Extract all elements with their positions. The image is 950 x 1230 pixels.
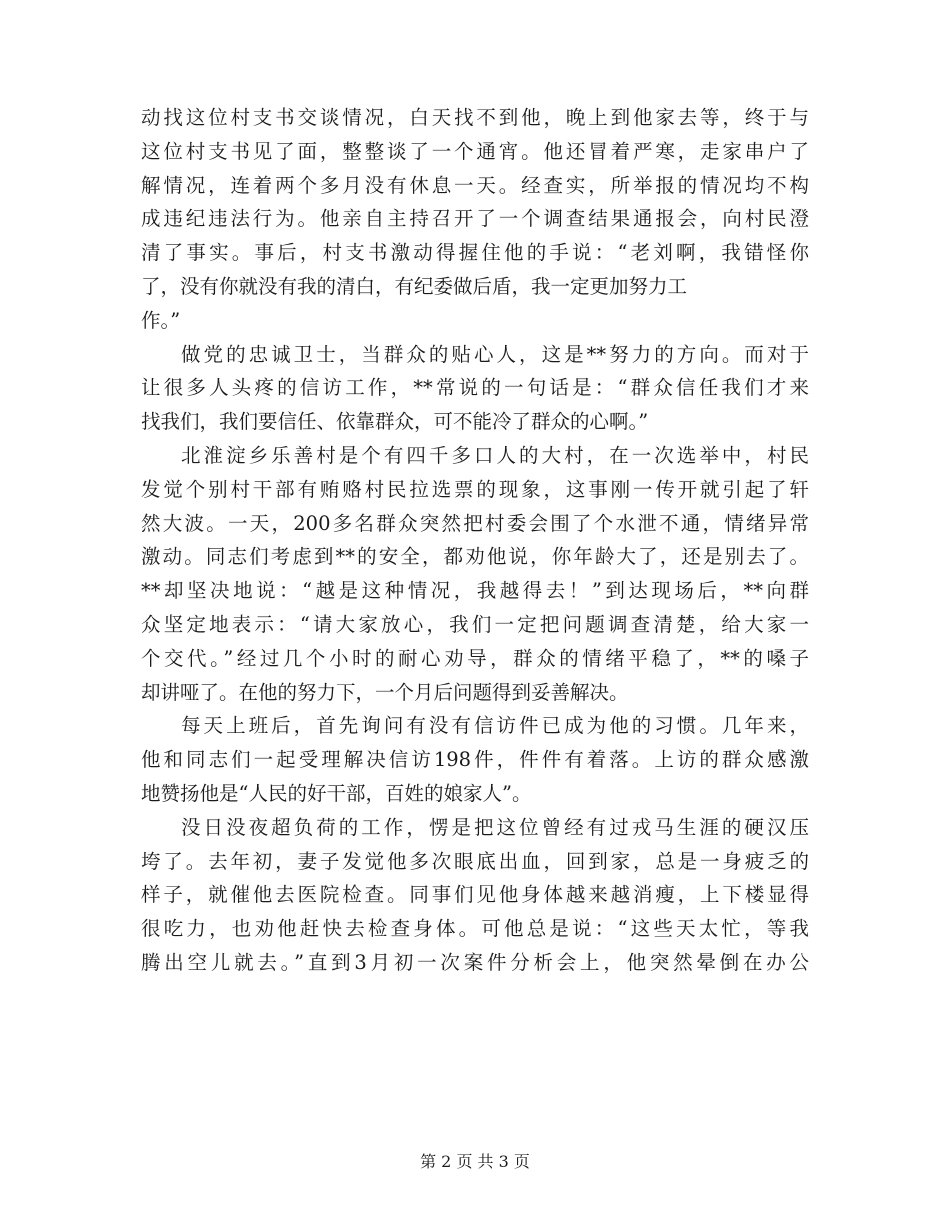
text-line: 找我们，我们要信任、依靠群众，可不能冷了群众的心啊。” <box>141 410 649 434</box>
text-line: 没日没夜超负荷的工作，愣是把这位曾经有过戎马生涯的硬汉压 <box>181 815 809 839</box>
text-line: 解情况，连着两个多月没有休息一天。经查实，所举报的情况均不构 <box>141 173 809 197</box>
text-line: 然大波。一天，200多名群众突然把村委会围了个水泄不通，情绪异常 <box>141 511 809 535</box>
text-line: 每天上班后，首先询问有没有信访件已成为他的习惯。几年来， <box>181 714 809 738</box>
text-line: 作。” <box>141 308 181 332</box>
text-line: 激动。同志们考虑到**的安全，都劝他说，你年龄大了，还是别去了。 <box>141 545 809 569</box>
text-line: 北淮淀乡乐善村是个有四千多口人的大村，在一次选举中，村民 <box>181 443 809 467</box>
text-line: 动找这位村支书交谈情况，白天找不到他，晚上到他家去等，终于与 <box>141 106 809 129</box>
text-line: 这位村支书见了面，整整谈了一个通宵。他还冒着严寒，走家串户了 <box>141 139 809 163</box>
text-line: 很吃力，也劝他赶快去检查身体。可他总是说：“这些天太忙，等我 <box>141 917 809 941</box>
text-line: 垮了。去年初，妻子发觉他多次眼底出血，回到家，总是一身疲乏的 <box>141 849 809 873</box>
page-number-footer: 第 2 页 共 3 页 <box>420 1152 530 1171</box>
text-line: 做党的忠诚卫士，当群众的贴心人，这是**努力的方向。而对于 <box>181 342 809 366</box>
text-line: 腾出空儿就去。”直到3月初一次案件分析会上，他突然晕倒在办公 <box>141 950 809 974</box>
text-line: 发觉个别村干部有贿赂村民拉选票的现象，这事刚一传开就引起了轩 <box>141 477 809 501</box>
document-body <box>141 101 809 980</box>
text-line: **却坚决地说：“越是这种情况，我越得去！”到达现场后，**向群 <box>141 579 809 603</box>
text-line: 地赞扬他是“人民的好干部，百姓的娘家人”。 <box>141 781 532 805</box>
text-line: 清了事实。事后，村支书激动得握住他的手说：“老刘啊，我错怪你 <box>141 241 809 265</box>
text-line: 成违纪违法行为。他亲自主持召开了一个调查结果通报会，向村民澄 <box>141 207 809 231</box>
text-line: 样子，就催他去医院检查。同事们见他身体越来越消瘦，上下楼显得 <box>141 883 809 907</box>
text-line: 却讲哑了。在他的努力下，一个月后问题得到妥善解决。 <box>141 680 629 704</box>
text-line: 让很多人头疼的信访工作，**常说的一句话是：“群众信任我们才来 <box>141 376 809 400</box>
text-line: 个交代。”经过几个小时的耐心劝导，群众的情绪平稳了，**的嗓子 <box>141 646 809 670</box>
text-line: 众坚定地表示：“请大家放心，我们一定把问题调查清楚，给大家一 <box>141 612 809 636</box>
text-line: 他和同志们一起受理解决信访198件，件件有着落。上访的群众感激 <box>141 748 809 772</box>
text-line: 了，没有你就没有我的清白，有纪委做后盾，我一定更加努力工 <box>141 274 688 298</box>
